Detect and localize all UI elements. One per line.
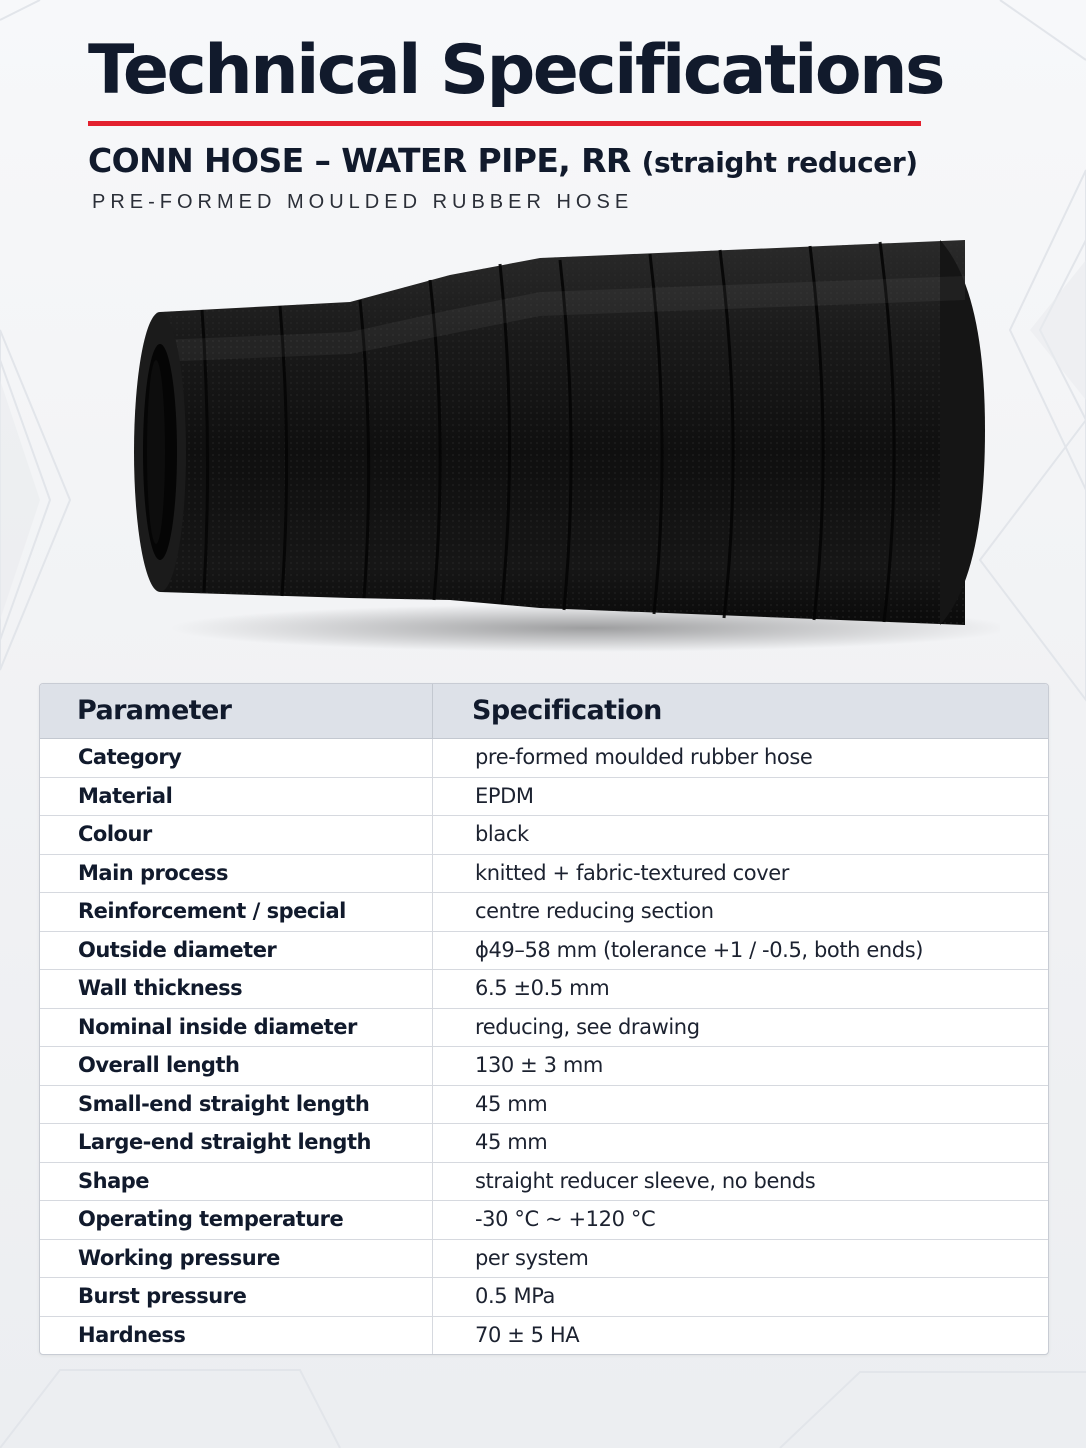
specification-cell: 70 ± 5 HA — [475, 1322, 580, 1347]
table-row — [40, 1163, 1048, 1202]
parameter-cell: Hardness — [40, 1317, 433, 1355]
specification-cell: reducing, see drawing — [475, 1014, 700, 1039]
specification-cell: 6.5 ±0.5 mm — [475, 976, 610, 1000]
parameter-cell: Small-end straight length — [40, 1086, 433, 1124]
table-row — [40, 1201, 1048, 1240]
specification-cell: 0.5 MPa — [475, 1284, 555, 1308]
header-specification: Specification — [472, 695, 662, 726]
table-row — [40, 778, 1048, 817]
specification-cell: straight reducer sleeve, no bends — [475, 1168, 816, 1193]
specification-cell: 130 ± 3 mm — [475, 1053, 603, 1077]
parameter-cell: Overall length — [40, 1047, 433, 1085]
table-row — [40, 1047, 1048, 1086]
specification-cell: 45 mm — [475, 1091, 548, 1116]
title-underline — [88, 121, 921, 126]
specification-cell: knitted + fabric-textured cover — [475, 860, 789, 885]
parameter-cell: Material — [40, 778, 433, 816]
parameter-cell: Working pressure — [40, 1240, 433, 1278]
parameter-cell: Reinforcement / special — [40, 893, 433, 931]
table-row — [40, 816, 1048, 855]
specification-cell: -30 °C ~ +120 °C — [475, 1207, 656, 1231]
specification-cell: per system — [475, 1245, 589, 1270]
parameter-cell: Outside diameter — [40, 932, 433, 970]
table-row — [40, 970, 1048, 1009]
parameter-cell: Main process — [40, 855, 433, 893]
specification-cell: centre reducing section — [475, 899, 714, 923]
parameter-cell: Colour — [40, 816, 433, 854]
specification-cell: 45 mm — [475, 1130, 548, 1154]
table-row — [40, 1278, 1048, 1317]
specification-cell: ϕ49–58 mm (tolerance +1 / -0.5, both ends) — [475, 937, 924, 962]
product-tagline: PRE-FORMED MOULDED RUBBER HOSE — [92, 191, 634, 213]
table-row — [40, 1086, 1048, 1125]
parameter-cell: Operating temperature — [40, 1201, 433, 1239]
table-row — [40, 1317, 1048, 1355]
parameter-cell: Category — [40, 739, 433, 777]
spec-table — [39, 683, 1049, 1355]
subtitle-main: CONN HOSE – WATER PIPE, RR — [88, 141, 631, 180]
table-row — [40, 893, 1048, 932]
header-parameter: Parameter — [40, 684, 433, 738]
table-header-row — [40, 684, 1048, 739]
table-row — [40, 855, 1048, 894]
parameter-cell: Wall thickness — [40, 970, 433, 1008]
table-row — [40, 1124, 1048, 1163]
parameter-cell: Burst pressure — [40, 1278, 433, 1316]
product-subtitle — [88, 138, 918, 186]
parameter-cell: Shape — [40, 1163, 433, 1201]
page-title: Technical Specifications — [88, 31, 943, 110]
specification-cell: EPDM — [475, 783, 534, 808]
table-row — [40, 1240, 1048, 1279]
parameter-cell: Nominal inside diameter — [40, 1009, 433, 1047]
table-row — [40, 932, 1048, 971]
table-row — [40, 739, 1048, 778]
subtitle-paren: (straight reducer) — [641, 146, 918, 179]
table-row — [40, 1009, 1048, 1048]
specification-cell: pre-formed moulded rubber hose — [475, 745, 813, 769]
hose-product-image — [120, 230, 1000, 670]
parameter-cell: Large-end straight length — [40, 1124, 433, 1162]
specification-cell: black — [475, 822, 529, 846]
